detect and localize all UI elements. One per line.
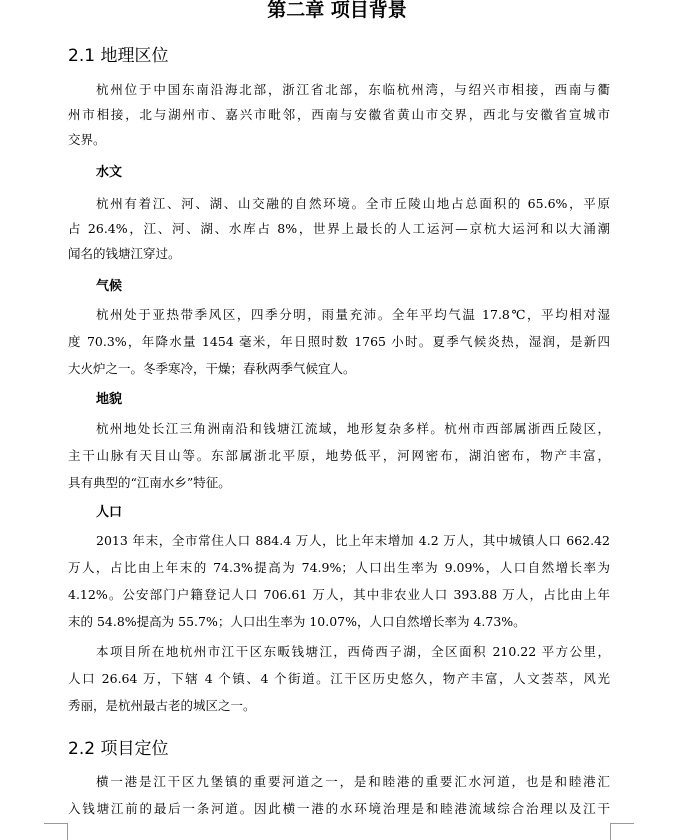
- paragraph-line: 万人，占比由上年末的 74.3%提高为 74.9%；人口出生率为 9.09%，人口自然增长率为: [68, 560, 610, 575]
- section-title-geography: 2.1 地理区位: [68, 46, 169, 66]
- subsection-title-landform: 地貌: [96, 392, 123, 407]
- paragraph-line: 2013 年末，全市常住人口 884.4 万人，比上年末增加 4.2 万人，其中城镇人口 662.42: [96, 533, 610, 548]
- paragraph-line: 闻名的钱塘江穿过。: [68, 246, 181, 261]
- paragraph-line: 具有典型的“江南水乡”特征。: [68, 475, 231, 490]
- crop-mark-right-horizontal: [610, 823, 634, 824]
- paragraph-line: 末的 54.8%提高为 55.7%；人口出生率为 10.07%，人口自然增长率为 4.73%。: [68, 614, 526, 629]
- paragraph-line: 杭州地处长江三角洲南沿和钱塘江流域，地形复杂多样。杭州市西部属浙西丘陵区，: [96, 421, 610, 436]
- paragraph-line: 本项目所在地杭州市江干区东畈钱塘江，西倚西子湖，全区面积 210.22 平方公里，: [96, 644, 610, 659]
- crop-mark-left-horizontal: [44, 823, 68, 824]
- subsection-title-hydrology: 水文: [96, 165, 123, 180]
- paragraph-line: 主干山脉有天目山等。东部属浙北平原，地势低平，河网密布，湖泊密布，物产丰富，: [68, 448, 610, 463]
- paragraph-line: 杭州位于中国东南沿海北部，浙江省北部，东临杭州湾，与绍兴市相接，西南与衢: [96, 82, 610, 97]
- paragraph-line: 杭州有着江、河、湖、山交融的自然环境。全市丘陵山地占总面积的 65.6%，平原: [96, 196, 610, 211]
- paragraph-line: 人口 26.64 万，下辖 4 个镇、4 个街道。江干区历史悠久，物产丰富，人文荟萃，风光: [68, 671, 610, 686]
- paragraph-line: 交界。: [68, 132, 106, 147]
- crop-mark-right-vertical: [610, 823, 611, 840]
- paragraph-line: 度 70.3%，年降水量 1454 毫米，年日照时数 1765 小时。夏季气候炎热，湿润，是新四: [68, 334, 610, 349]
- subsection-title-population: 人口: [96, 505, 123, 520]
- paragraph-line: 4.12%。公安部门户籍登记人口 706.61 万人，其中非农业人口 393.88 万人，占比由上年: [68, 587, 610, 602]
- paragraph-line: 入钱塘江前的最后一条河道。因此横一港的水环境治理是和睦港流域综合治理以及江干: [68, 801, 610, 816]
- chapter-title: 第二章 项目背景: [267, 0, 407, 21]
- section-title-positioning: 2.2 项目定位: [68, 739, 169, 759]
- paragraph-line: 大火炉之一。冬季寒冷，干燥；春秋两季气候宜人。: [68, 361, 356, 376]
- paragraph-line: 秀丽，是杭州最古老的城区之一。: [68, 698, 256, 713]
- paragraph-line: 杭州处于亚热带季风区，四季分明，雨量充沛。全年平均气温 17.8℃，平均相对湿: [96, 307, 610, 322]
- paragraph-line: 州市相接，北与湖州市、嘉兴市毗邻，西南与安徽省黄山市交界，西北与安徽省宣城市: [68, 107, 610, 122]
- crop-mark-left-vertical: [67, 823, 68, 840]
- paragraph-line: 横一港是江干区九堡镇的重要河道之一，是和睦港的重要汇水河道，也是和睦港汇: [96, 774, 610, 789]
- subsection-title-climate: 气候: [96, 279, 123, 294]
- paragraph-line: 占 26.4%，江、河、湖、水库占 8%，世界上最长的人工运河—京杭大运河和以大涌潮: [68, 221, 610, 236]
